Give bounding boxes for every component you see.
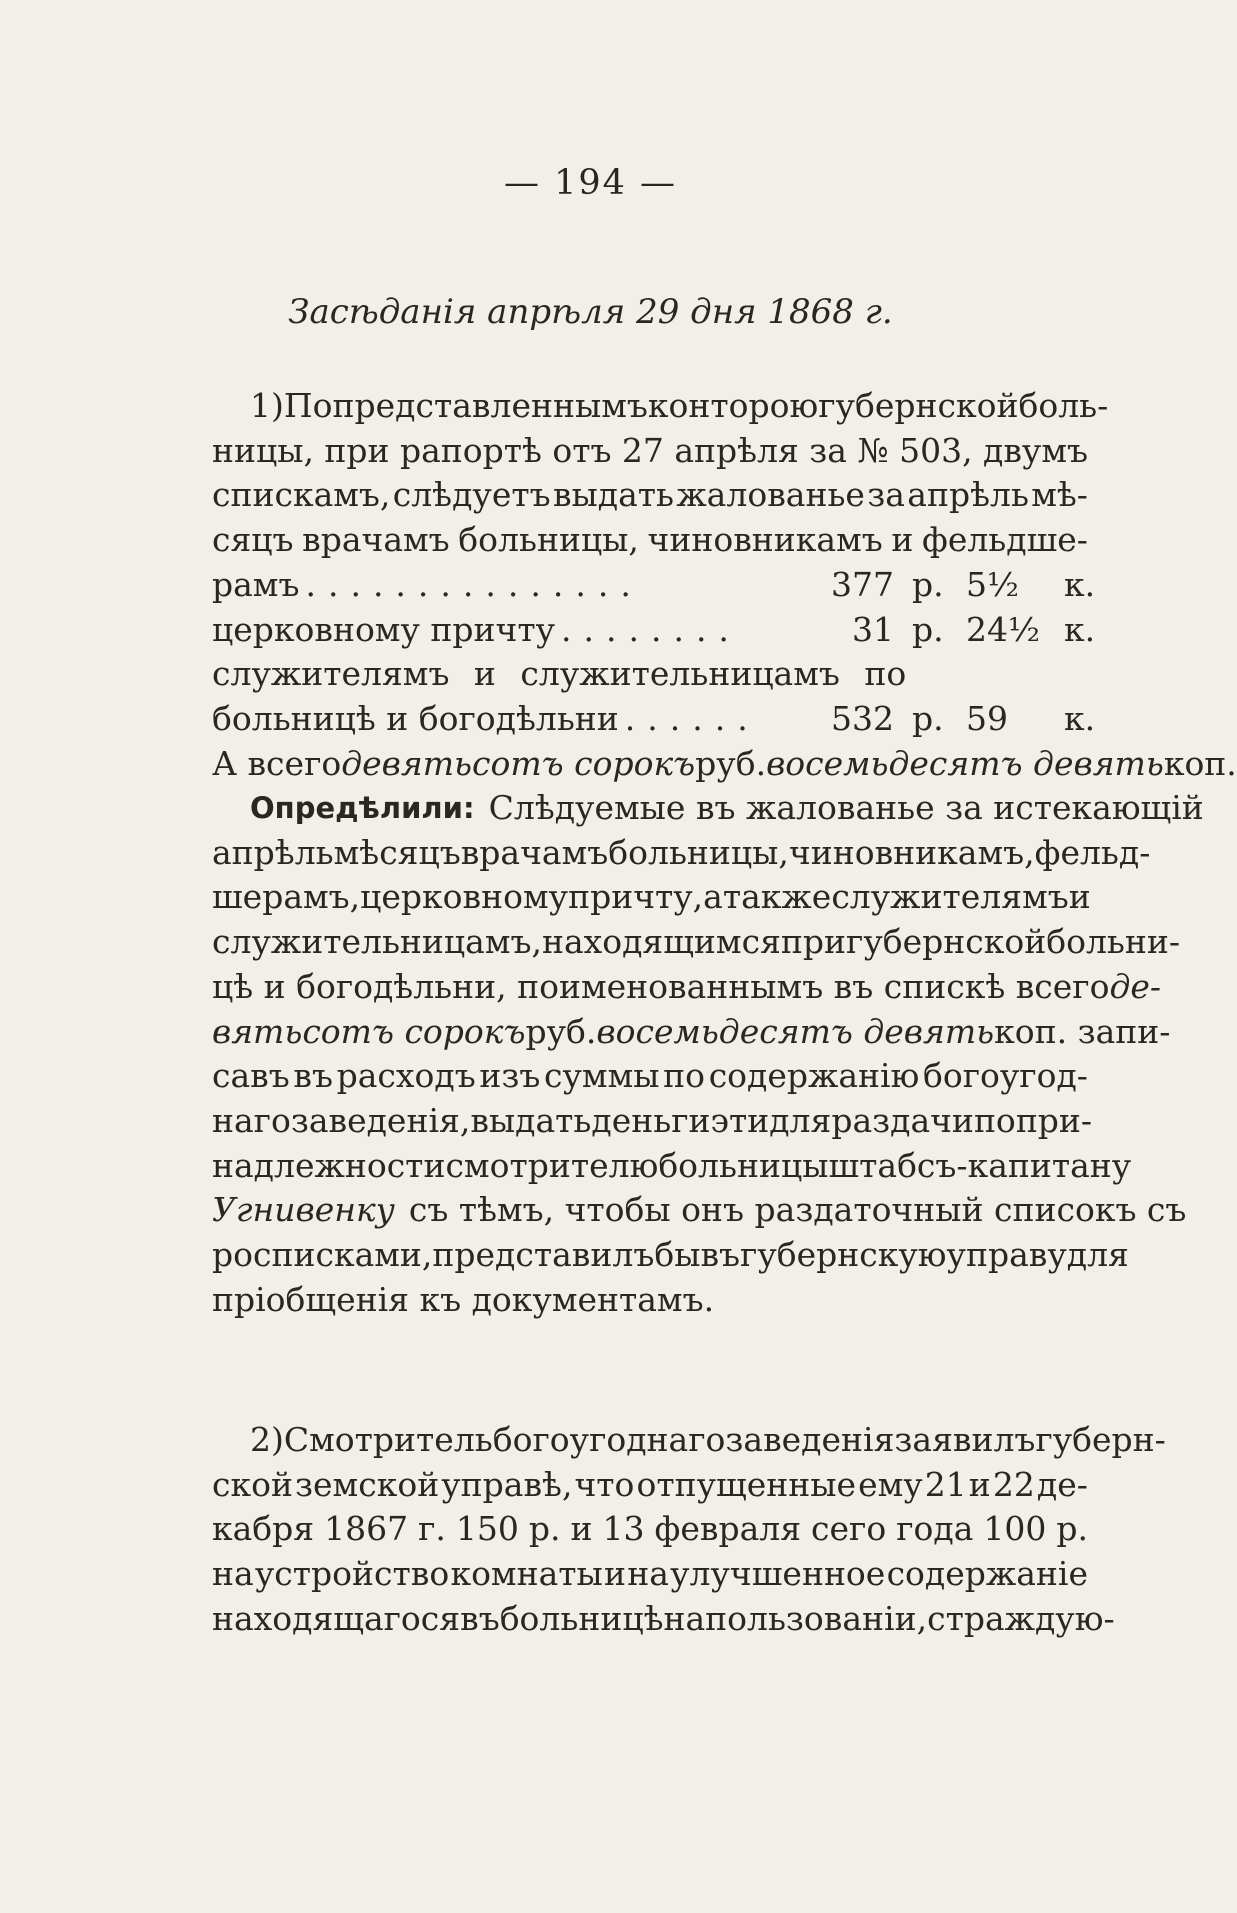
word: конторою bbox=[647, 386, 819, 425]
amount-kopecks: 59 bbox=[966, 698, 1008, 738]
word: улучшенное bbox=[670, 1554, 886, 1594]
word: г. bbox=[418, 1509, 446, 1549]
word: Смотритель bbox=[283, 1420, 493, 1459]
word: и bbox=[1068, 877, 1091, 917]
word: № bbox=[857, 430, 889, 470]
resolution-label: Опредѣлили: bbox=[250, 791, 475, 825]
word: при bbox=[780, 922, 847, 962]
word: заведенія bbox=[725, 1420, 895, 1459]
word: кабря bbox=[212, 1509, 315, 1549]
session-heading: Засѣданія апрѣля 29 дня 1868 г. bbox=[288, 292, 893, 332]
text-fragment-italic: Угнивенку bbox=[212, 1190, 395, 1230]
word: на bbox=[663, 1598, 706, 1638]
leader-dots: ...... bbox=[624, 698, 760, 738]
text-fragment: руб. bbox=[525, 1011, 597, 1051]
text-fragment-italic: вятьсотъ сорокъ bbox=[212, 1011, 526, 1051]
word: на bbox=[627, 1554, 669, 1594]
word: страждую- bbox=[927, 1598, 1115, 1638]
word: 100 bbox=[983, 1509, 1047, 1549]
word: врачамъ bbox=[460, 832, 609, 872]
word: 150 bbox=[455, 1509, 519, 1549]
word: фельдше- bbox=[921, 520, 1088, 560]
word: штабсъ bbox=[828, 1145, 957, 1185]
word: изъ bbox=[479, 1056, 541, 1096]
text-line bbox=[212, 786, 1204, 831]
resolution-paragraph bbox=[212, 786, 1204, 1322]
word: двумъ bbox=[983, 430, 1088, 470]
amount-row bbox=[212, 697, 1096, 742]
text-line bbox=[212, 384, 1109, 429]
total-words-kopecks: восемьдесятъ девять bbox=[766, 743, 1164, 783]
word: рапортѣ bbox=[399, 430, 542, 470]
text-fragment: коп. запи- bbox=[994, 1011, 1171, 1051]
word: года bbox=[896, 1509, 974, 1549]
word: фельд- bbox=[1034, 832, 1151, 872]
text-line: служителямъ и служительницамъ по bbox=[212, 654, 907, 694]
word: 2) bbox=[250, 1420, 284, 1459]
word: для bbox=[769, 1100, 832, 1140]
word: губернской bbox=[846, 922, 1047, 962]
word: раздачи bbox=[831, 1100, 974, 1140]
word: что bbox=[574, 1464, 635, 1504]
word: комнаты bbox=[450, 1554, 603, 1594]
text-line bbox=[212, 1188, 1187, 1233]
text-line bbox=[212, 429, 1088, 474]
word: въ bbox=[700, 1235, 741, 1275]
kop-abbrev: к. bbox=[1064, 609, 1096, 649]
text-fragment: Слѣдуемые въ жалованье за истекающій bbox=[488, 788, 1204, 827]
text-line bbox=[212, 518, 1088, 563]
word: больни- bbox=[1046, 922, 1181, 962]
word: чиновникамъ bbox=[647, 520, 883, 560]
word: больницы, bbox=[458, 520, 639, 560]
text-line bbox=[212, 1597, 1115, 1642]
total-prefix: А всего bbox=[212, 743, 342, 783]
word: спискамъ, bbox=[212, 475, 391, 515]
word: за bbox=[867, 475, 905, 515]
amount-rubles: 377 bbox=[831, 564, 894, 604]
amount-row-label: больницѣ и богодѣльни bbox=[212, 698, 619, 738]
total-words-rubles: девятьсотъ сорокъ bbox=[341, 743, 696, 783]
word: апрѣль bbox=[907, 475, 1029, 515]
text-line bbox=[212, 1233, 1129, 1278]
word: февраля bbox=[654, 1509, 802, 1549]
word: 13 bbox=[602, 1509, 645, 1549]
amount-row-label: церковному причту bbox=[212, 609, 555, 649]
word: заявилъ bbox=[894, 1420, 1036, 1459]
text-line bbox=[212, 473, 1088, 518]
word: содержаніе bbox=[886, 1554, 1088, 1594]
word: эти bbox=[710, 1100, 770, 1140]
text-line bbox=[212, 1463, 1088, 1508]
word: росписками, bbox=[212, 1235, 433, 1275]
rub-abbrev: р. bbox=[912, 564, 944, 604]
word: представилъ bbox=[432, 1235, 655, 1275]
word: на bbox=[212, 1554, 254, 1594]
word: жалованье bbox=[676, 475, 865, 515]
word: савъ bbox=[212, 1056, 290, 1096]
word: служителямъ bbox=[831, 877, 1069, 917]
word: пользованіи, bbox=[705, 1598, 928, 1638]
paragraph-2 bbox=[212, 1418, 1166, 1642]
word: больницы bbox=[658, 1145, 829, 1185]
word: губерн- bbox=[1035, 1420, 1166, 1459]
leader-dots: ........ bbox=[561, 609, 741, 649]
text-fragment-italic: де- bbox=[1109, 966, 1162, 1006]
word: расходъ bbox=[336, 1056, 476, 1096]
word: р. bbox=[528, 1509, 561, 1549]
text-line: пріобщенія къ документамъ. bbox=[212, 1279, 715, 1319]
word: ему bbox=[858, 1464, 923, 1504]
word: мѣ- bbox=[1031, 475, 1088, 515]
word: церковному bbox=[360, 877, 569, 917]
word: для bbox=[1066, 1235, 1129, 1275]
text-line bbox=[212, 875, 1091, 920]
word: капитану bbox=[967, 1145, 1132, 1185]
word: земской bbox=[295, 1464, 440, 1504]
word: заведенія, bbox=[290, 1100, 471, 1140]
amount bbox=[798, 608, 1096, 653]
text-line bbox=[212, 831, 1151, 876]
word: суммы bbox=[544, 1056, 660, 1096]
word: причту, bbox=[568, 877, 704, 917]
amount-rubles: 31 bbox=[852, 609, 894, 649]
word: ской bbox=[212, 1464, 293, 1504]
word: шерамъ, bbox=[212, 877, 361, 917]
text-fragment-italic: восемьдесятъ девять bbox=[596, 1011, 995, 1051]
word: смотрителю bbox=[445, 1145, 659, 1185]
word: управѣ, bbox=[441, 1464, 573, 1504]
word: при bbox=[324, 430, 390, 470]
text-line bbox=[212, 1418, 1166, 1463]
page-number: — 194 — bbox=[503, 163, 678, 203]
text-line bbox=[212, 1010, 1171, 1055]
total-line bbox=[212, 742, 1237, 787]
amount-kopecks: 5½ bbox=[966, 564, 1019, 604]
word: сего bbox=[811, 1509, 887, 1549]
amount-row-label: рамъ bbox=[212, 564, 300, 604]
rub-abbrev: р. bbox=[912, 698, 944, 738]
word: устройство bbox=[254, 1554, 450, 1594]
leader-dots: ............... bbox=[305, 564, 643, 604]
amount bbox=[798, 697, 1096, 742]
word: апрѣль bbox=[212, 832, 334, 872]
word: чиновникамъ, bbox=[788, 832, 1035, 872]
word: по bbox=[973, 1100, 1016, 1140]
text-line bbox=[212, 965, 1162, 1010]
word: 503, bbox=[899, 430, 973, 470]
rub-abbrev: р. bbox=[912, 609, 944, 649]
total-rub: руб. bbox=[695, 743, 767, 783]
word: 1) bbox=[250, 386, 284, 425]
word: 1867 bbox=[324, 1509, 409, 1549]
word: представленнымъ bbox=[332, 386, 648, 425]
word: выдать bbox=[552, 475, 674, 515]
word: 22 bbox=[992, 1464, 1035, 1504]
text-fragment: цѣ и богодѣльни, поименованнымъ въ спискѣ всего bbox=[212, 966, 1110, 1006]
word: по bbox=[663, 1056, 706, 1096]
word: р. bbox=[1056, 1509, 1088, 1549]
word: находящимся bbox=[541, 922, 781, 962]
word: управу bbox=[946, 1235, 1067, 1275]
text-line bbox=[212, 1552, 1088, 1597]
word: богоугоднаго bbox=[492, 1420, 726, 1459]
word: служительницамъ, bbox=[212, 922, 542, 962]
word: боль- bbox=[1018, 386, 1109, 425]
word: за bbox=[809, 430, 847, 470]
text-line bbox=[212, 1099, 1093, 1144]
word: больницы, bbox=[608, 832, 789, 872]
word: апрѣля bbox=[674, 430, 799, 470]
text-line bbox=[212, 920, 1181, 965]
text-line bbox=[212, 1054, 1088, 1099]
word: мѣсяцъ bbox=[333, 832, 461, 872]
amount-row bbox=[212, 563, 1096, 608]
word: По bbox=[283, 386, 333, 425]
word: губернскую bbox=[740, 1235, 947, 1275]
word: 27 bbox=[621, 430, 664, 470]
word: де- bbox=[1036, 1464, 1088, 1504]
kop-abbrev: к. bbox=[1064, 564, 1096, 604]
word: также bbox=[722, 877, 832, 917]
word: находящагося bbox=[212, 1598, 461, 1638]
kop-abbrev: к. bbox=[1064, 698, 1096, 738]
word: врачамъ bbox=[302, 520, 450, 560]
word: и bbox=[604, 1554, 627, 1594]
word: больницѣ bbox=[499, 1598, 664, 1638]
total-suffix: коп. bbox=[1163, 743, 1237, 783]
word: при- bbox=[1015, 1100, 1093, 1140]
word: богоугод- bbox=[923, 1056, 1088, 1096]
word: - bbox=[956, 1145, 968, 1185]
word: въ bbox=[293, 1056, 333, 1096]
word: выдать bbox=[470, 1100, 592, 1140]
word: въ bbox=[460, 1598, 500, 1638]
word: отпущенные bbox=[636, 1464, 857, 1504]
word: отъ bbox=[552, 430, 612, 470]
word: и bbox=[968, 1464, 991, 1504]
amount bbox=[798, 563, 1096, 608]
word: содержанію bbox=[708, 1056, 920, 1096]
word: наго bbox=[212, 1100, 291, 1140]
amount-kopecks: 24½ bbox=[966, 609, 1040, 649]
amount-rubles: 532 bbox=[831, 698, 894, 738]
word: надлежности bbox=[212, 1145, 446, 1185]
word: деньги bbox=[591, 1100, 711, 1140]
word: а bbox=[703, 877, 723, 917]
word: и bbox=[570, 1509, 593, 1549]
word: сяцъ bbox=[212, 520, 294, 560]
text-fragment: съ тѣмъ, чтобы онъ раздаточный списокъ съ bbox=[408, 1190, 1187, 1230]
paragraph-1 bbox=[212, 384, 1237, 786]
text-line bbox=[212, 1507, 1088, 1552]
word: губернской bbox=[818, 386, 1019, 425]
text-line bbox=[212, 1144, 1132, 1189]
amount-row bbox=[212, 608, 1096, 653]
word: слѣдуетъ bbox=[392, 475, 551, 515]
word: и bbox=[891, 520, 914, 560]
word: бы bbox=[654, 1235, 701, 1275]
word: ницы, bbox=[212, 430, 314, 470]
word: 21 bbox=[924, 1464, 967, 1504]
